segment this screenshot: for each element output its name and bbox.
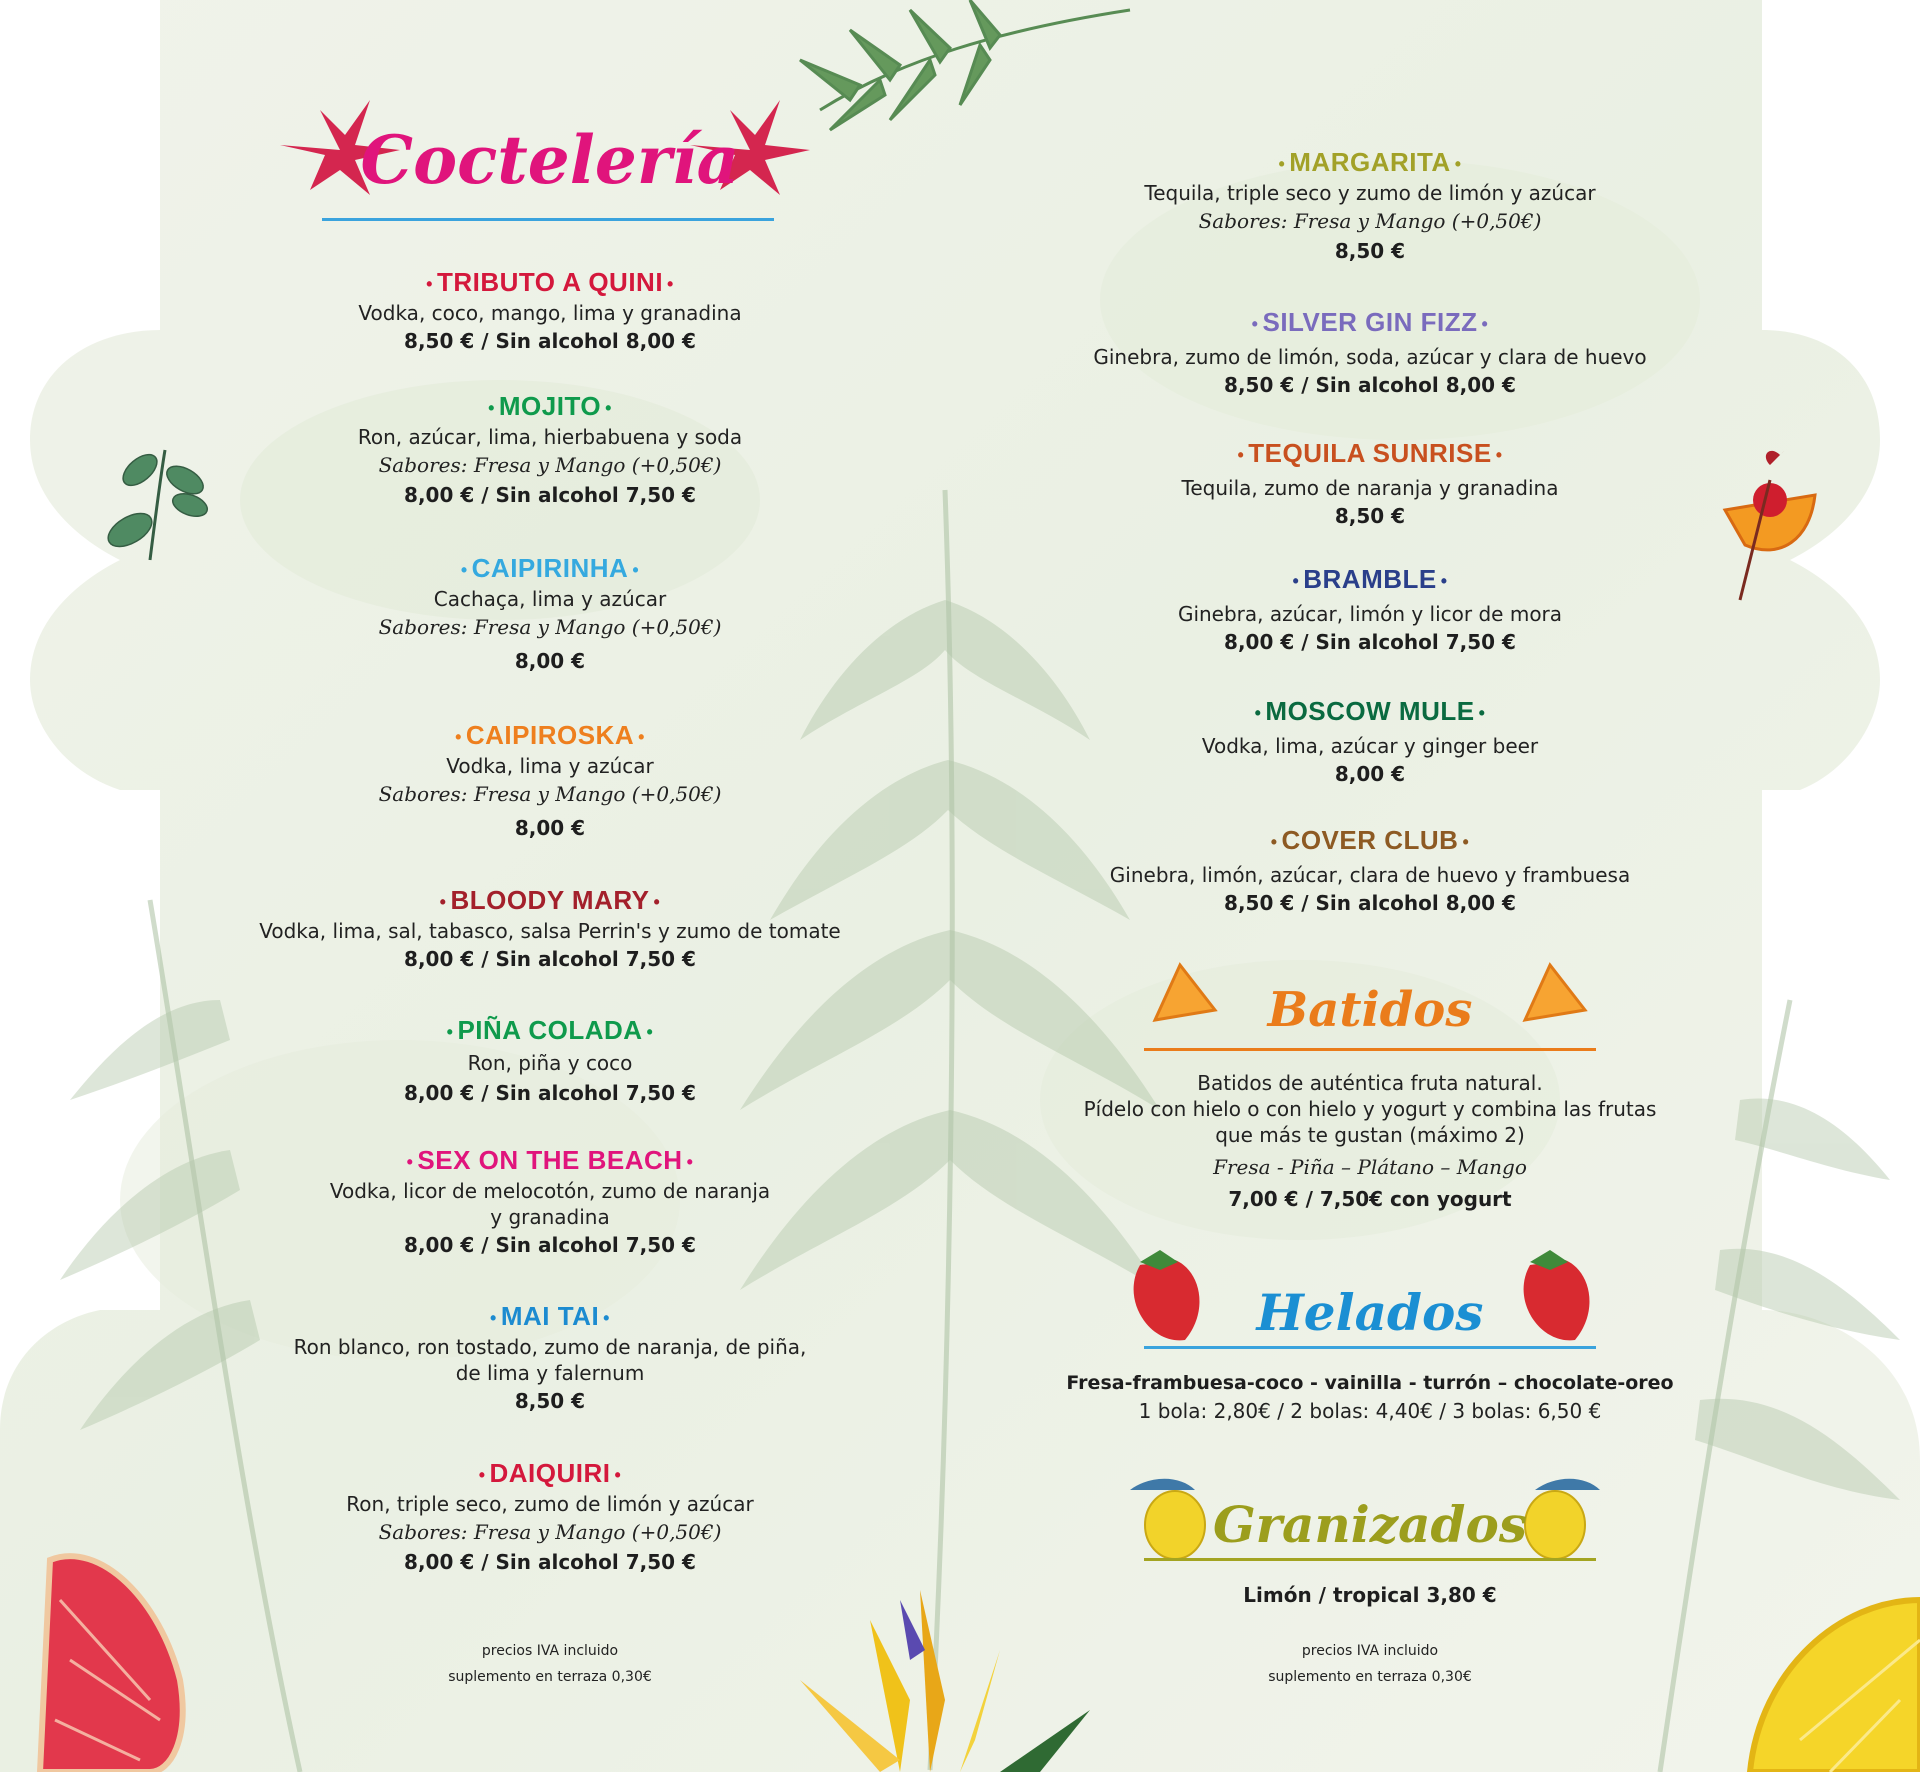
item-price: 8,00 € / Sin alcohol 7,50 € xyxy=(404,1550,696,1575)
item-price: 8,00 € / Sin alcohol 7,50 € xyxy=(404,947,696,972)
batidos-line-3: que más te gustan (máximo 2) xyxy=(1215,1123,1525,1147)
menu-item xyxy=(240,390,860,510)
helados-flavors: Fresa-frambuesa-coco - vainilla - turrón – chocolate-oreo xyxy=(1066,1372,1674,1394)
menu-item xyxy=(1070,306,1670,400)
batidos-line-1: Batidos de auténtica fruta natural. xyxy=(1197,1071,1543,1095)
section-title-cocteleria: Coctelería xyxy=(360,121,740,199)
menu-item xyxy=(1070,437,1670,531)
footer-vat-note: precios IVA incluido xyxy=(1301,1643,1439,1659)
item-name: • SILVER GIN FIZZ • xyxy=(1251,307,1489,337)
batidos-info xyxy=(1070,1070,1670,1214)
item-description-line2: de lima y falernum xyxy=(455,1361,645,1386)
section-title-granizados: Granizados xyxy=(1212,1495,1528,1554)
item-name: • MARGARITA • xyxy=(1278,147,1462,177)
title-divider xyxy=(322,218,774,221)
helados-info xyxy=(1066,1368,1674,1424)
item-flavors: Sabores: Fresa y Mango (+0,50€) xyxy=(378,782,722,807)
item-name: • PIÑA COLADA • xyxy=(446,1015,654,1045)
item-description: Ron, azúcar, lima, hierbabuena y soda xyxy=(357,425,743,450)
item-description: Vodka, coco, mango, lima y granadina xyxy=(358,301,742,326)
item-flavors: Sabores: Fresa y Mango (+0,50€) xyxy=(378,453,722,478)
menu-item xyxy=(240,719,860,843)
item-name: • SEX ON THE BEACH • xyxy=(406,1145,694,1175)
item-name: • BRAMBLE • xyxy=(1292,564,1448,594)
batidos-price: 7,00 € / 7,50€ con yogurt xyxy=(1228,1187,1512,1211)
item-name: • MOSCOW MULE • xyxy=(1254,696,1486,726)
batidos-divider xyxy=(1144,1048,1596,1051)
item-price: 8,50 € / Sin alcohol 8,00 € xyxy=(1224,373,1516,398)
menu-item xyxy=(240,884,860,974)
granizados-divider xyxy=(1144,1558,1596,1561)
item-description: Ron, triple seco, zumo de limón y azúcar xyxy=(346,1492,754,1517)
item-flavors: Sabores: Fresa y Mango (+0,50€) xyxy=(1198,209,1542,234)
item-price: 8,50 € xyxy=(1334,504,1406,529)
granizados-info xyxy=(1070,1580,1670,1610)
item-price: 8,00 € / Sin alcohol 7,50 € xyxy=(404,1233,696,1258)
item-name: • CAIPIROSKA • xyxy=(455,720,645,750)
item-price: 8,00 € xyxy=(514,816,586,841)
item-name: • CAIPIRINHA • xyxy=(460,553,640,583)
item-price: 8,50 € xyxy=(1334,239,1406,264)
menu-item xyxy=(1070,695,1670,789)
menu-item xyxy=(240,1300,860,1416)
item-name: • TEQUILA SUNRISE • xyxy=(1237,438,1503,468)
item-name: • DAIQUIRI • xyxy=(478,1458,622,1488)
item-price: 8,00 € xyxy=(1334,762,1406,787)
batidos-fruits: Fresa - Piña – Plátano – Mango xyxy=(1213,1155,1527,1179)
item-name: • BLOODY MARY • xyxy=(439,885,661,915)
helados-divider xyxy=(1144,1346,1596,1349)
granizados-price: Limón / tropical 3,80 € xyxy=(1243,1583,1497,1607)
item-price: 8,00 € xyxy=(514,649,586,674)
menu-item xyxy=(240,266,860,356)
item-description: Ginebra, limón, azúcar, clara de huevo y frambuesa xyxy=(1109,863,1631,888)
item-description: Ron blanco, ron tostado, zumo de naranja, de piña, xyxy=(293,1335,807,1360)
footer-vat-note: precios IVA incluido xyxy=(481,1643,619,1659)
menu-item xyxy=(1070,563,1670,657)
helados-price: 1 bola: 2,80€ / 2 bolas: 4,40€ / 3 bolas: 6,50 € xyxy=(1138,1399,1602,1423)
menu-item xyxy=(240,1457,860,1577)
item-name: • COVER CLUB • xyxy=(1270,825,1470,855)
item-description: Vodka, licor de melocotón, zumo de naranja xyxy=(329,1179,771,1204)
price-footer xyxy=(1070,1638,1670,1690)
item-description: Tequila, triple seco y zumo de limón y azúcar xyxy=(1144,181,1596,206)
item-description: Cachaça, lima y azúcar xyxy=(433,587,667,612)
item-description: Vodka, lima, azúcar y ginger beer xyxy=(1201,734,1539,759)
item-description: Ginebra, zumo de limón, soda, azúcar y clara de huevo xyxy=(1093,345,1647,370)
item-price: 8,00 € / Sin alcohol 7,50 € xyxy=(404,1081,696,1106)
price-footer xyxy=(240,1638,860,1690)
batidos-line-2: Pídelo con hielo o con hielo y yogurt y combina las frutas xyxy=(1083,1097,1657,1121)
footer-terrace-note: suplemento en terraza 0,30€ xyxy=(448,1669,652,1685)
item-price: 8,00 € / Sin alcohol 7,50 € xyxy=(404,483,696,508)
section-title-batidos: Batidos xyxy=(1267,982,1473,1038)
footer-terrace-note: suplemento en terraza 0,30€ xyxy=(1268,1669,1472,1685)
item-price: 8,00 € / Sin alcohol 7,50 € xyxy=(1224,630,1516,655)
item-description: Ginebra, azúcar, limón y licor de mora xyxy=(1177,602,1563,627)
item-description: Tequila, zumo de naranja y granadina xyxy=(1181,476,1559,501)
menu-item xyxy=(1070,146,1670,266)
item-description-line2: y granadina xyxy=(490,1205,610,1230)
item-description: Ron, piña y coco xyxy=(467,1051,633,1076)
item-description: Vodka, lima, sal, tabasco, salsa Perrin's y zumo de tomate xyxy=(259,919,841,944)
item-price: 8,50 € / Sin alcohol 8,00 € xyxy=(1224,891,1516,916)
item-description: Vodka, lima y azúcar xyxy=(446,754,654,779)
menu-item xyxy=(240,1014,860,1108)
item-flavors: Sabores: Fresa y Mango (+0,50€) xyxy=(378,1520,722,1545)
item-flavors: Sabores: Fresa y Mango (+0,50€) xyxy=(378,615,722,640)
item-name: • TRIBUTO A QUINI • xyxy=(426,267,674,297)
item-name: • MAI TAI • xyxy=(490,1301,610,1331)
section-title-helados: Helados xyxy=(1256,1283,1484,1342)
menu-item xyxy=(240,552,860,676)
item-price: 8,50 € xyxy=(514,1389,586,1414)
menu-item xyxy=(240,1144,860,1260)
menu-item xyxy=(1070,824,1670,918)
item-price: 8,50 € / Sin alcohol 8,00 € xyxy=(404,329,696,354)
item-name: • MOJITO • xyxy=(488,391,612,421)
